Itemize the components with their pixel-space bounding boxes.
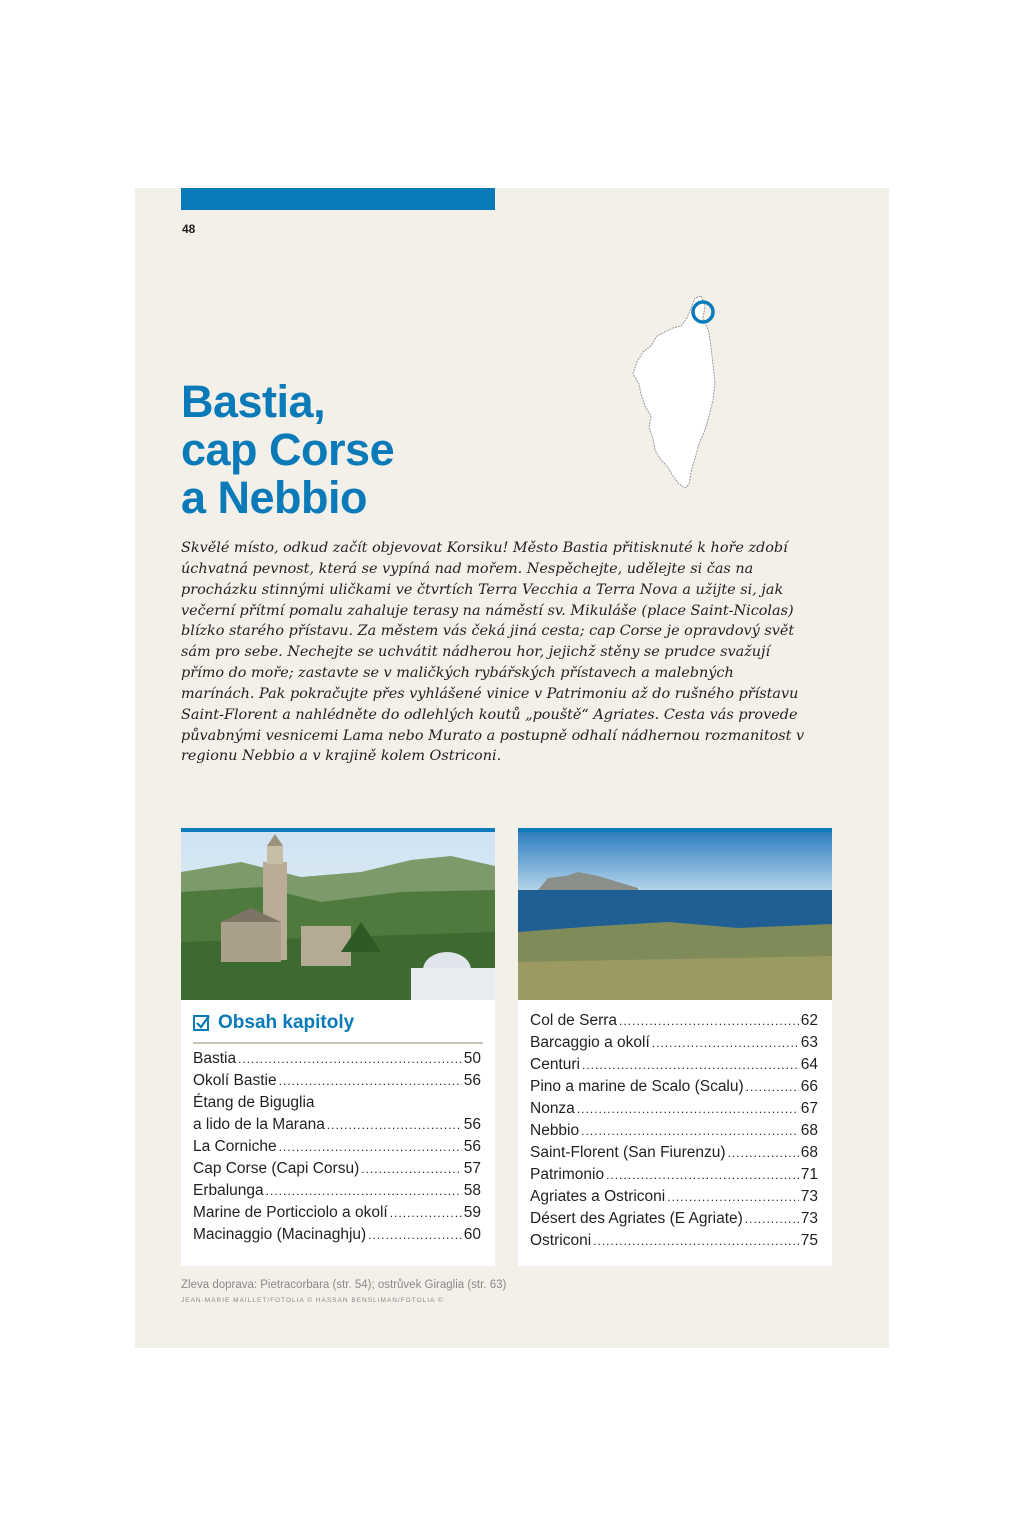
- leader-dots: [582, 1054, 799, 1076]
- toc-item-label: Col de Serra: [530, 1012, 618, 1029]
- leader-dots: [361, 1158, 462, 1180]
- leader-dots: [266, 1180, 462, 1202]
- photo-pietracorbara: [181, 828, 495, 1001]
- photo-giraglia: [518, 828, 832, 1001]
- chapter-title: [181, 378, 394, 522]
- toc-item-label: Nonza: [530, 1100, 575, 1117]
- intro-paragraph: Skvělé místo, odkud začít objevovat Korsiku! Město Bastia přitisknuté k hoře zdobí úchvatná pevnost, která se vypíná nad mořem. Nespěchejte, udělejte si čas na procházku stinnými uličkami ve čtvrtích Terra Vecchia a Terra Nova a užijte si, jak večerní přítmí pomalu zahaluje terasy na náměstí sv. Mikuláše (place Saint-Nicolas) blízko starého přístavu. Za městem vás čeká jiná cesta; cap Corse je opravdový svět sám pro sebe. Nechejte se uchvátit nádherou hor, jejichž stěny se prudce svažují přímo do moře; zastavte se v maličkých rybářských přístavech a malebných marínách. Pak pokračujte přes vyhlášené vinice v Patrimoniu až do rušného přístavu Saint-Florent a nahlédněte do odlehlých koutů „pouště“ Agriates. Cesta vás provede půvabnými vesnicemi Lama nebo Murato a postupně odhalí nádhernou rozmanitost v regionu Nebbio a v krajině kolem Ostriconi.: [181, 540, 805, 765]
- toc-item[interactable]: [530, 1054, 818, 1076]
- leader-dots: [581, 1120, 799, 1142]
- toc-item-page: 58: [463, 1182, 481, 1199]
- toc-item-label: Barcaggio a okolí: [530, 1034, 650, 1051]
- leader-dots: [746, 1076, 799, 1098]
- leader-dots: [667, 1186, 799, 1208]
- top-accent-bar: [181, 188, 495, 210]
- leader-dots: [368, 1224, 462, 1246]
- leader-dots: [390, 1202, 462, 1224]
- toc-item[interactable]: [530, 1010, 818, 1032]
- toc-item[interactable]: [193, 1114, 481, 1136]
- toc-item[interactable]: [193, 1180, 481, 1202]
- toc-item-page: 66: [800, 1078, 818, 1095]
- photo-caption: Zleva doprava: Pietracorbara (str. 54); ostrůvek Giraglia (str. 63): [181, 1279, 507, 1291]
- toc-item-label: Cap Corse (Capi Corsu): [193, 1160, 360, 1177]
- toc-item-label: Bastia: [193, 1050, 237, 1067]
- toc-box-left: [181, 1000, 495, 1266]
- corsica-outline: [633, 296, 715, 488]
- toc-item-page: 63: [800, 1034, 818, 1051]
- toc-heading-label: Obsah kapitoly: [218, 1012, 355, 1033]
- title-line: Bastia,: [181, 376, 326, 427]
- toc-item[interactable]: [530, 1120, 818, 1142]
- toc-item-label: Ostriconi: [530, 1232, 592, 1249]
- corsica-map: [629, 288, 729, 498]
- toc-item-label: La Corniche: [193, 1138, 277, 1155]
- toc-item-label: Nebbio: [530, 1122, 580, 1139]
- toc-heading: [193, 1012, 354, 1034]
- toc-item[interactable]: [530, 1032, 818, 1054]
- leader-dots: [652, 1032, 799, 1054]
- toc-item[interactable]: [530, 1076, 818, 1098]
- divider: [193, 1042, 483, 1044]
- toc-item-label: Désert des Agriates (E Agriate): [530, 1210, 743, 1227]
- title-line: cap Corse: [181, 424, 395, 475]
- leader-dots: [238, 1048, 462, 1070]
- toc-item[interactable]: [530, 1142, 818, 1164]
- toc-item-label: Macinaggio (Macinaghju): [193, 1226, 367, 1243]
- toc-item-page: 75: [800, 1232, 818, 1249]
- toc-item-page: 68: [800, 1144, 818, 1161]
- leader-dots: [606, 1164, 799, 1186]
- toc-item-label: Okolí Bastie: [193, 1072, 277, 1089]
- toc-item-label: Marine de Porticciolo a okolí: [193, 1204, 388, 1221]
- toc-box-right: [518, 1000, 832, 1266]
- leader-dots: [745, 1208, 799, 1230]
- leader-dots: [593, 1230, 799, 1252]
- toc-item-page: 59: [463, 1204, 481, 1221]
- toc-item-page: 73: [800, 1188, 818, 1205]
- toc-item-page: 56: [463, 1116, 481, 1133]
- toc-item[interactable]: [530, 1230, 818, 1252]
- leader-dots: [279, 1070, 462, 1092]
- checkbox-icon: [193, 1014, 211, 1032]
- toc-item-page: 56: [463, 1072, 481, 1089]
- toc-item[interactable]: [193, 1224, 481, 1246]
- toc-item-page: 56: [463, 1138, 481, 1155]
- toc-item[interactable]: [193, 1092, 481, 1114]
- toc-item[interactable]: [530, 1164, 818, 1186]
- book-page: [135, 188, 889, 1348]
- toc-item-page: 57: [463, 1160, 481, 1177]
- toc-item-label: Saint-Florent (San Fiurenzu): [530, 1144, 726, 1161]
- toc-item-label: Étang de Biguglia: [193, 1094, 315, 1111]
- toc-item-page: 68: [800, 1122, 818, 1139]
- toc-item-page: 60: [463, 1226, 481, 1243]
- toc-item-page: 67: [800, 1100, 818, 1117]
- toc-item-label: Centuri: [530, 1056, 580, 1073]
- toc-item-label: Patrimonio: [530, 1166, 605, 1183]
- title-line: a Nebbio: [181, 472, 368, 523]
- toc-item-label: Agriates a Ostriconi: [530, 1188, 666, 1205]
- toc-item-page: 73: [800, 1210, 818, 1227]
- toc-item-label: Erbalunga: [193, 1182, 264, 1199]
- toc-item-page: 62: [800, 1012, 818, 1029]
- toc-item[interactable]: [530, 1186, 818, 1208]
- toc-item-page: 64: [800, 1056, 818, 1073]
- toc-item[interactable]: [530, 1098, 818, 1120]
- leader-dots: [577, 1098, 799, 1120]
- toc-item-label: Pino a marine de Scalo (Scalu): [530, 1078, 744, 1095]
- toc-item[interactable]: [193, 1070, 481, 1092]
- toc-item[interactable]: [193, 1136, 481, 1158]
- toc-item[interactable]: [530, 1208, 818, 1230]
- toc-item[interactable]: [193, 1202, 481, 1224]
- leader-dots: [728, 1142, 799, 1164]
- toc-item-page: 71: [800, 1166, 818, 1183]
- toc-list-right: [530, 1010, 818, 1252]
- toc-item-label: a lido de la Marana: [193, 1116, 325, 1133]
- photo-credit: JEAN-MARIE MAILLET/FOTOLIA © HASSAN BENSLIMAN/FOTOLIA ©: [181, 1297, 444, 1304]
- toc-item[interactable]: [193, 1158, 481, 1180]
- page-number: 48: [182, 222, 196, 236]
- toc-list-left: [193, 1048, 481, 1246]
- leader-dots: [327, 1114, 462, 1136]
- toc-item-page: 50: [463, 1050, 481, 1067]
- leader-dots: [619, 1010, 799, 1032]
- leader-dots: [279, 1136, 462, 1158]
- toc-item[interactable]: [193, 1048, 481, 1070]
